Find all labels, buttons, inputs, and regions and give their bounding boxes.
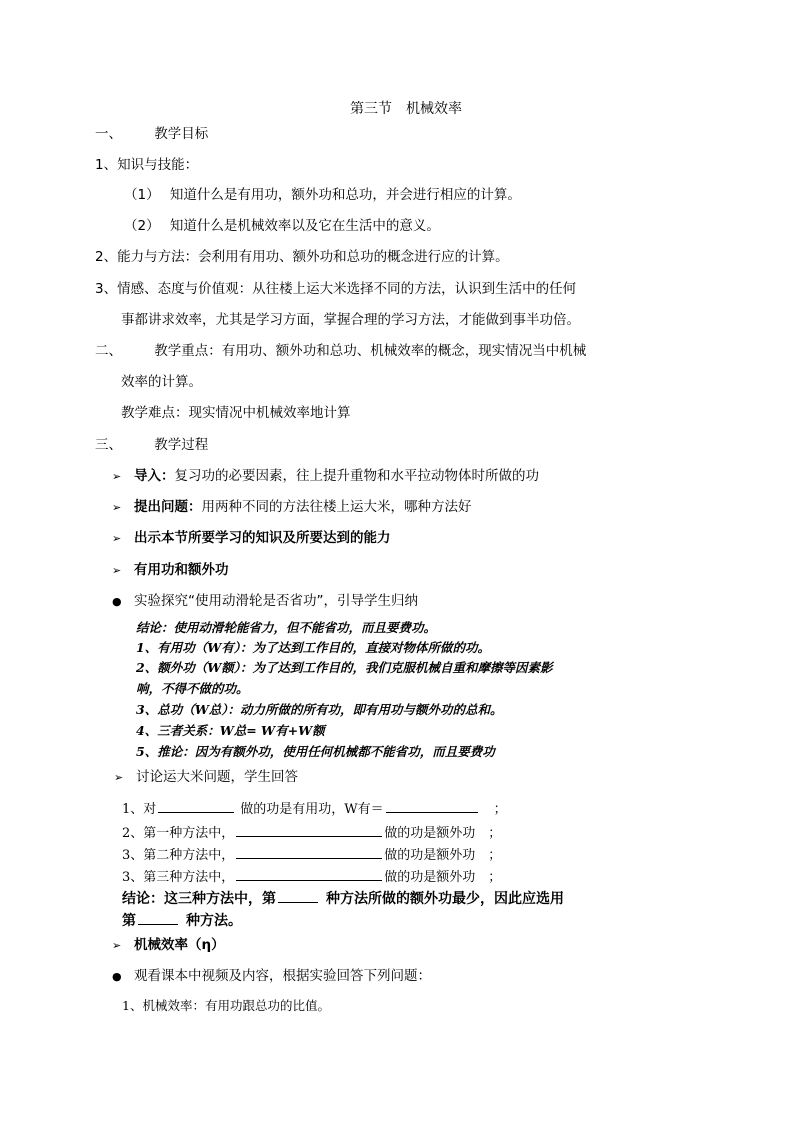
fill-question-4-prefix: 3、第三种方法中， (122, 870, 235, 885)
section-3-heading (95, 436, 208, 454)
bullet-useful-work (112, 561, 229, 580)
arrow-bullet-icon: ➢ (112, 564, 122, 577)
fill-blank[interactable] (236, 845, 382, 859)
conclusion-2-suffix: 种方法。 (186, 913, 242, 929)
arrow-bullet-icon: ➢ (112, 501, 122, 514)
fill-blank[interactable] (278, 889, 318, 903)
knowledge-item-1-number: （1） (124, 187, 160, 203)
section-1-heading (95, 125, 208, 143)
section-3-number: 三、 (95, 437, 122, 453)
fill-blank[interactable] (236, 823, 382, 837)
fill-question-1 (122, 799, 507, 819)
arrow-bullet-icon: ➢ (112, 532, 122, 545)
knowledge-item-1-text: 知道什么是有用功，额外功和总功，并会进行相应的计算。 (169, 187, 521, 203)
ability-goal: 2、能力与方法：会利用有用功、额外功和总功的概念进行应的计算。 (95, 249, 509, 265)
handwritten-useful-work: 1、有用功（W有）：为了达到工作目的，直接对物体所做的功。 (136, 640, 490, 655)
fill-question-1-prefix: 1、对 (122, 802, 157, 817)
bullet-discussion (114, 768, 298, 787)
section-3-label: 教学过程 (154, 437, 209, 453)
dot-bullet-icon: ● (112, 970, 122, 983)
arrow-bullet-icon: ➢ (112, 939, 122, 952)
bullet-experiment-text: 实验探究“使用动滑轮是否省功”，引导学生归纳 (134, 593, 418, 609)
emotion-goal-line-2: 事都讲求效率，尤其是学习方面，掌握合理的学习方法，才能做到事半功倍。 (121, 312, 580, 328)
fill-blank[interactable] (138, 911, 178, 925)
page-title: 第三节 机械效率 (350, 101, 462, 117)
dot-bullet-icon: ● (112, 595, 122, 608)
fill-blank[interactable] (386, 799, 478, 813)
knowledge-item-2-text: 知道什么是机械效率以及它在生活中的意义。 (169, 218, 440, 234)
conclusion-prefix: 结论：这三种方法中，第 (122, 891, 276, 907)
conclusion-text: 种方法所做的额外功最少，因此应选用 (326, 891, 564, 907)
arrow-bullet-icon: ➢ (114, 771, 124, 784)
bullet-intro (112, 467, 539, 486)
bullet-useful-work-text: 有用功和额外功 (134, 562, 229, 578)
handwritten-extra-work-cont: 响，不得不做的功。 (136, 681, 249, 696)
section-2-heading (95, 342, 586, 360)
bullet-watch (112, 967, 431, 986)
fill-question-2-suffix: 做的功是额外功 ； (384, 826, 502, 841)
bullet-efficiency (112, 936, 225, 955)
fill-question-1-middle: 做的功是有用功，W有＝ (240, 802, 384, 817)
knowledge-item-2-number: （2） (124, 218, 160, 234)
fill-question-1-end: ； (493, 802, 507, 817)
fill-question-2 (122, 823, 501, 843)
section-2-number: 二、 (95, 343, 122, 359)
handwritten-conclusion: 结论：使用动滑轮能省力，但不能省功，而且要费功。 (136, 620, 437, 635)
handwritten-inference: 5、推论：因为有额外功，使用任何机械都不能省功，而且要费功 (136, 744, 495, 759)
knowledge-item-1 (124, 186, 521, 204)
fill-question-4 (122, 867, 501, 887)
bullet-intro-label: 导入： (134, 468, 175, 484)
section-2-key-points-cont: 效率的计算。 (121, 374, 202, 390)
bullet-discussion-text: 讨论运大米问题，学生回答 (136, 769, 298, 785)
bullet-intro-text: 复习功的必要因素，往上提升重物和水平拉动物体时所做的功 (174, 468, 539, 484)
bullet-objectives (112, 529, 391, 548)
conclusion-2-prefix: 第 (122, 913, 136, 929)
handwritten-extra-work: 2、额外功（W额）：为了达到工作目的，我们克服机械自重和摩擦等因素影 (136, 660, 553, 675)
fill-question-3 (122, 845, 501, 865)
fill-question-3-suffix: 做的功是额外功 ； (384, 848, 502, 863)
section-1-number: 一、 (95, 126, 122, 142)
bullet-question (112, 498, 472, 517)
bullet-question-label: 提出问题： (134, 499, 202, 515)
fill-question-3-prefix: 3、第二种方法中， (122, 848, 235, 863)
fill-blank[interactable] (158, 799, 234, 813)
bullet-watch-text: 观看课本中视频及内容，根据实验回答下列问题： (134, 968, 431, 984)
handwritten-total-work: 3、总功（W总）：动力所做的所有功，即有用功与额外功的总和。 (136, 702, 503, 717)
bullet-objectives-text: 出示本节所要学习的知识及所要达到的能力 (134, 530, 391, 546)
section-2-difficulty: 教学难点：现实情况中机械效率地计算 (121, 405, 351, 421)
emotion-goal-line-1: 3、情感、态度与价值观：从往楼上运大米选择不同的方法，认识到生活中的任何 (95, 281, 577, 297)
knowledge-heading: 1、知识与技能： (95, 157, 199, 173)
bullet-efficiency-text: 机械效率（η） (134, 937, 225, 953)
section-1-label: 教学目标 (154, 126, 209, 142)
conclusion-line-2 (122, 911, 242, 930)
efficiency-definition: 1、机械效率：有用功跟总功的比值。 (122, 998, 330, 1013)
fill-blank[interactable] (236, 867, 382, 881)
bullet-experiment (112, 592, 418, 611)
section-2-key-points: 教学重点：有用功、额外功和总功、机械效率的概念，现实情况当中机械 (154, 343, 587, 359)
bullet-question-text: 用两种不同的方法往楼上运大米，哪种方法好 (201, 499, 472, 515)
knowledge-item-2 (124, 217, 440, 235)
conclusion-line-1 (122, 889, 564, 908)
handwritten-relation: 4、三者关系：W总= W有+W额 (136, 723, 325, 738)
arrow-bullet-icon: ➢ (112, 470, 122, 483)
fill-question-4-suffix: 做的功是额外功 ； (384, 870, 502, 885)
fill-question-2-prefix: 2、第一种方法中， (122, 826, 235, 841)
